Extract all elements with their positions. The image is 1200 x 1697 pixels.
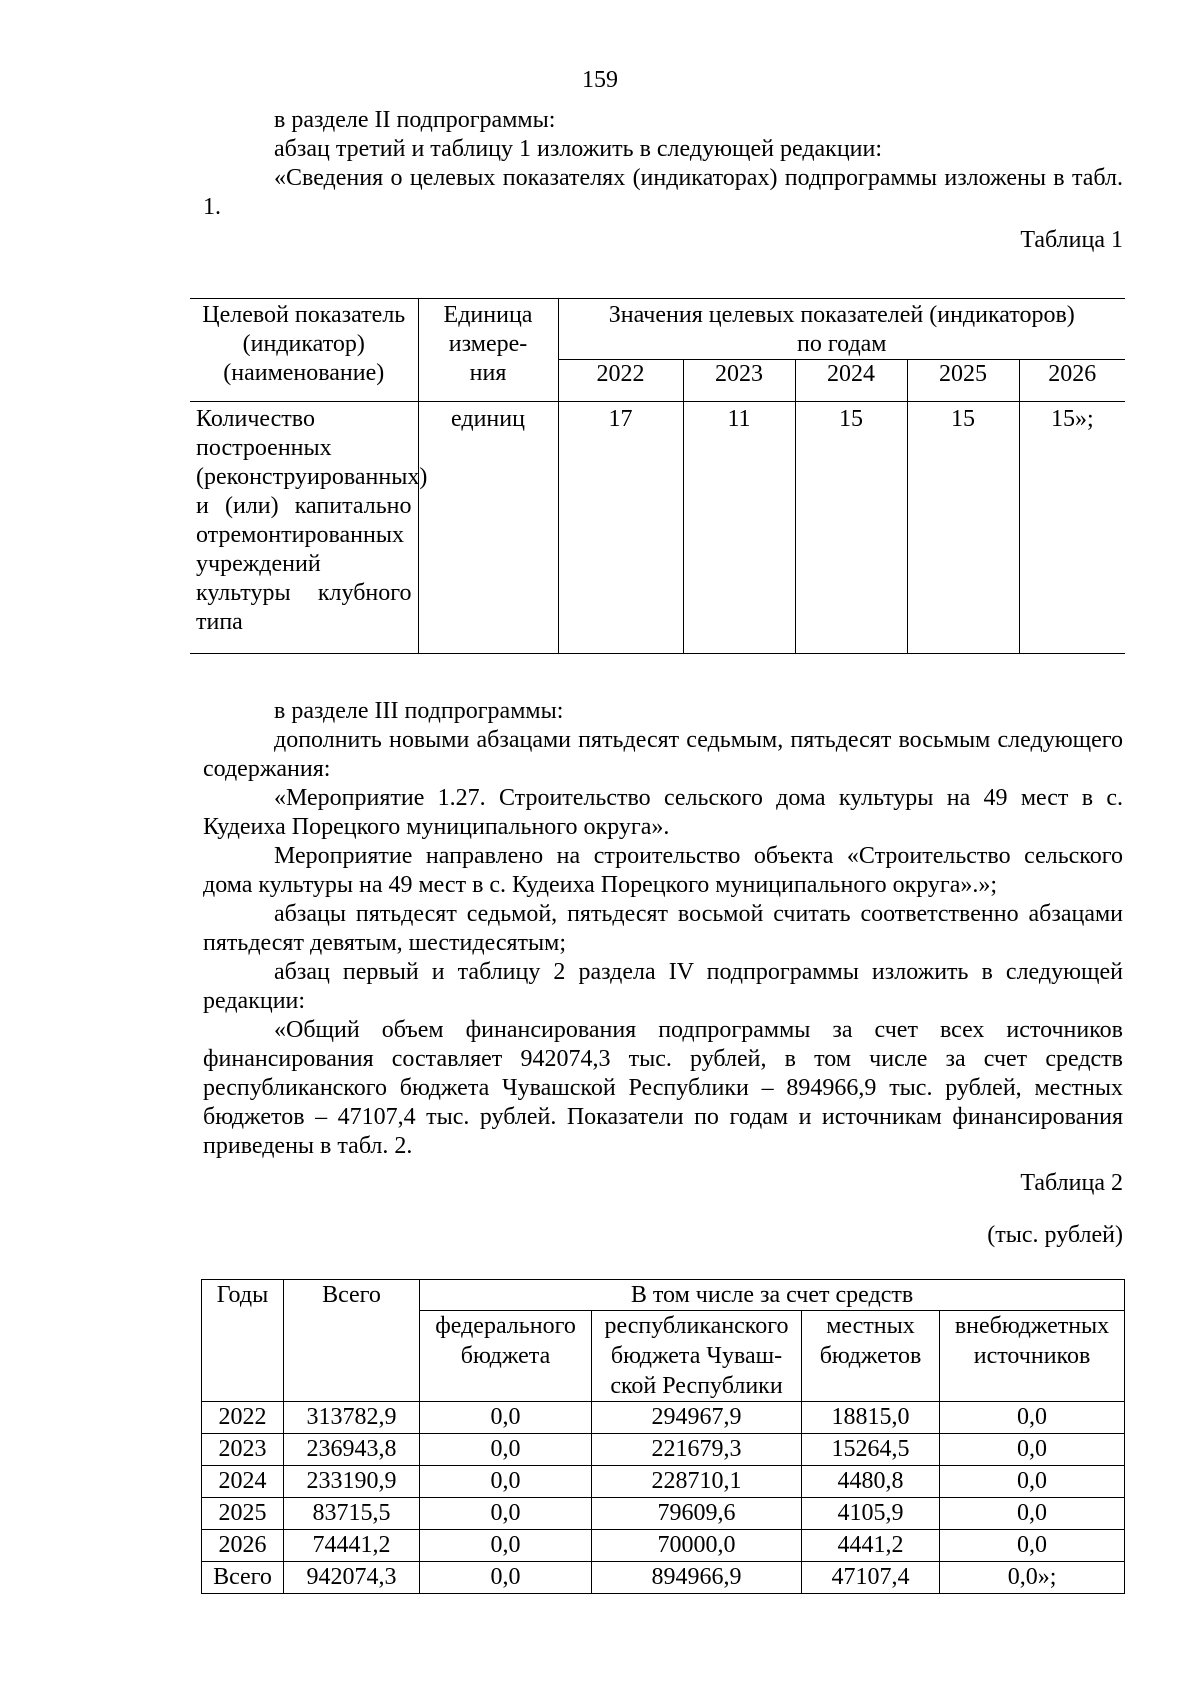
table1-year-2023: 2023 bbox=[683, 360, 795, 402]
intro-line-2: абзац третий и таблицу 1 изложить в следующей редакции: bbox=[274, 136, 883, 162]
table1-year-2025: 2025 bbox=[907, 360, 1019, 402]
table1-label: Таблица 1 bbox=[1020, 227, 1123, 253]
table2-header-row bbox=[202, 1280, 1125, 1311]
table2-header-republic: республиканского бюджета Чуваш- ской Республики bbox=[592, 1311, 802, 1402]
table2-header-local: местных бюджетов bbox=[802, 1311, 940, 1402]
table2-cell: 228710,1 bbox=[592, 1466, 802, 1498]
table1-value-2022: 17 bbox=[558, 402, 683, 654]
table1-header-row bbox=[190, 299, 1125, 360]
paragraph-6: абзац первый и таблицу 2 раздела IV подпрограммы изложить в следующей редакции: bbox=[203, 959, 1123, 1014]
table2-cell: 0,0 bbox=[420, 1562, 592, 1594]
table2-cell: 2025 bbox=[202, 1498, 284, 1530]
paragraph-4: Мероприятие направлено на строительство объекта «Строительство сельского дома культуры на 49 мест в с. Кудеиха Порецкого муниципального округа».»; bbox=[203, 843, 1123, 898]
table2-cell: 942074,3 bbox=[284, 1562, 420, 1594]
section-three bbox=[203, 697, 1123, 1250]
table2-units: (тыс. рублей) bbox=[987, 1222, 1123, 1248]
table2-cell: 221679,3 bbox=[592, 1434, 802, 1466]
table2-label: Таблица 2 bbox=[1020, 1170, 1123, 1196]
table2-cell: 0,0 bbox=[940, 1466, 1125, 1498]
table2-cell: 0,0»; bbox=[940, 1562, 1125, 1594]
table2-cell: 47107,4 bbox=[802, 1562, 940, 1594]
table2-cell: 2023 bbox=[202, 1434, 284, 1466]
table1-unit-value: единиц bbox=[418, 402, 558, 654]
table-row-total bbox=[202, 1562, 1125, 1594]
table1-value-2023: 11 bbox=[683, 402, 795, 654]
intro-section bbox=[203, 106, 1123, 255]
table2-cell: 0,0 bbox=[420, 1434, 592, 1466]
table2-cell: 4441,2 bbox=[802, 1530, 940, 1562]
table1-header-values: Значения целевых показателей (индикаторов) по годам bbox=[558, 299, 1125, 360]
paragraph-1: в разделе III подпрограммы: bbox=[274, 698, 564, 724]
table1-year-2026: 2026 bbox=[1019, 360, 1125, 402]
paragraph-3: «Мероприятие 1.27. Строительство сельского дома культуры на 49 мест в с. Кудеиха Порецкого муниципального округа». bbox=[203, 785, 1123, 840]
table2-cell: 70000,0 bbox=[592, 1530, 802, 1562]
table1-year-2024: 2024 bbox=[795, 360, 907, 402]
table2-header-federal: федерального бюджета bbox=[420, 1311, 592, 1402]
table-row bbox=[202, 1434, 1125, 1466]
table-row bbox=[202, 1466, 1125, 1498]
table2-cell: 15264,5 bbox=[802, 1434, 940, 1466]
table1-header-unit: Единица измере- ния bbox=[418, 299, 558, 402]
table2-header-group: В том числе за счет средств bbox=[420, 1280, 1125, 1311]
table2-cell: 74441,2 bbox=[284, 1530, 420, 1562]
table2-cell: 0,0 bbox=[420, 1402, 592, 1434]
table2-cell: 294967,9 bbox=[592, 1402, 802, 1434]
table2-cell: 0,0 bbox=[420, 1498, 592, 1530]
table-row bbox=[202, 1530, 1125, 1562]
targets-table bbox=[190, 298, 1125, 654]
table-row bbox=[202, 1498, 1125, 1530]
table2-cell: 894966,9 bbox=[592, 1562, 802, 1594]
intro-line-3: «Сведения о целевых показателях (индикаторах) подпрограммы изложены в табл. 1. bbox=[203, 165, 1123, 220]
table2-cell: 79609,6 bbox=[592, 1498, 802, 1530]
table1-value-2025: 15 bbox=[907, 402, 1019, 654]
table2-cell: 0,0 bbox=[940, 1530, 1125, 1562]
table2-cell: 4480,8 bbox=[802, 1466, 940, 1498]
table2-cell: 4105,9 bbox=[802, 1498, 940, 1530]
table2-cell: 0,0 bbox=[420, 1466, 592, 1498]
table2-cell: 2022 bbox=[202, 1402, 284, 1434]
table2-cell: 18815,0 bbox=[802, 1402, 940, 1434]
paragraph-2: дополнить новыми абзацами пятьдесят седьмым, пятьдесят восьмым следующего содержания: bbox=[203, 727, 1123, 782]
financing-table bbox=[201, 1279, 1125, 1594]
paragraph-7: «Общий объем финансирования подпрограммы за счет всех источников финансирования составляет 942074,3 тыс. рублей, в том числе за счет средств республиканского бюджета Чувашской Республики – 894966,9 тыс. рублей, местных бюджетов – 47107,4 тыс. рублей. Показатели по годам и источникам финансирования приведены в табл. 2. bbox=[203, 1017, 1123, 1159]
table1-indicator-name: Количество построенных (реконструированных) и (или) капитально отремонтированных учреждений культуры клубного типа bbox=[190, 402, 418, 654]
table2-header-extra: внебюджетных источников bbox=[940, 1311, 1125, 1402]
table2-cell: 236943,8 bbox=[284, 1434, 420, 1466]
table2-cell: 2026 bbox=[202, 1530, 284, 1562]
table2-cell: 83715,5 bbox=[284, 1498, 420, 1530]
table2-cell: Всего bbox=[202, 1562, 284, 1594]
table-row bbox=[190, 402, 1125, 654]
table2-cell: 0,0 bbox=[940, 1402, 1125, 1434]
table-row bbox=[202, 1402, 1125, 1434]
table2-cell: 0,0 bbox=[940, 1498, 1125, 1530]
table1-year-2022: 2022 bbox=[558, 360, 683, 402]
table1-value-2024: 15 bbox=[795, 402, 907, 654]
page-number: 159 bbox=[582, 67, 618, 93]
table2-cell: 0,0 bbox=[940, 1434, 1125, 1466]
paragraph-5: абзацы пятьдесят седьмой, пятьдесят восьмой считать соответственно абзацами пятьдесят девятым, шестидесятым; bbox=[203, 901, 1123, 956]
table1-value-2026: 15»; bbox=[1019, 402, 1125, 654]
table2-header-total: Всего bbox=[284, 1280, 420, 1402]
table2-header-year: Годы bbox=[202, 1280, 284, 1402]
table2-cell: 233190,9 bbox=[284, 1466, 420, 1498]
table1-header-indicator: Целевой показатель (индикатор) (наименование) bbox=[190, 299, 418, 402]
table2-cell: 2024 bbox=[202, 1466, 284, 1498]
table2-cell: 313782,9 bbox=[284, 1402, 420, 1434]
table2-cell: 0,0 bbox=[420, 1530, 592, 1562]
intro-line-1: в разделе II подпрограммы: bbox=[274, 107, 556, 133]
